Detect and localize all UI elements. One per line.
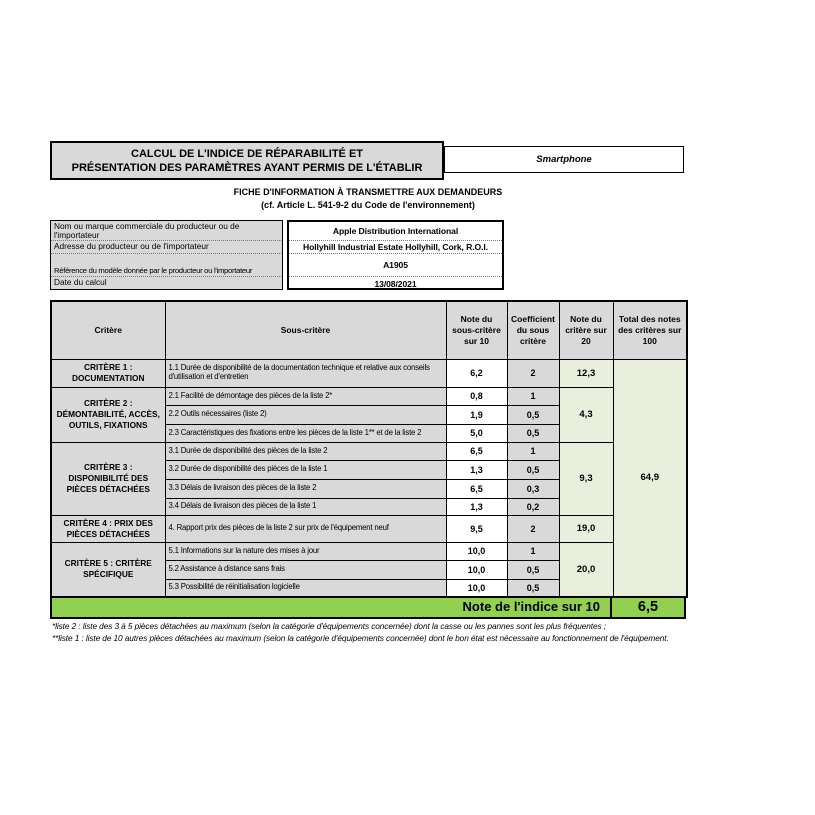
footnote-liste2: *liste 2 : liste des 3 à 5 pièces détachées au maximum (selon la catégorie d'équipements concernée) dont la casse ou les pannes sont les plus fréquentes ;: [52, 621, 606, 631]
info-label-calc-date: Date du calcul: [54, 277, 107, 287]
coefficient-value: 0,5: [507, 560, 559, 579]
subcriterion-label: 3.2 Durée de disponibilité des pièces de la liste 1: [165, 460, 446, 479]
info-value-producer-name: Apple Distribution International: [289, 222, 502, 241]
final-score-row: [50, 596, 686, 619]
subcriterion-label: 2.1 Facilité de démontage des pièces de la liste 2*: [165, 387, 446, 405]
producer-info-values: [287, 220, 504, 290]
table-row: [51, 387, 687, 405]
note10-value: 0,8: [446, 387, 507, 405]
subcriterion-label: 5.1 Informations sur la nature des mises à jour: [165, 542, 446, 560]
note10-value: 6,5: [446, 442, 507, 460]
coefficient-value: 0,3: [507, 479, 559, 498]
note10-value: 10,0: [446, 560, 507, 579]
note10-value: 1,9: [446, 405, 507, 424]
document-title-line2: PRÉSENTATION DES PARAMÈTRES AYANT PERMIS DE L'ÉTABLIR: [71, 161, 423, 174]
criteria-table: [50, 300, 688, 598]
criterion-3-cell: CRITÈRE 3 : DISPONIBILITÉ DES PIÈCES DÉTACHÉES: [51, 442, 165, 515]
subcriterion-label: 3.4 Délais de livraison des pièces de la liste 1: [165, 498, 446, 515]
note10-value: 6,5: [446, 479, 507, 498]
table-row: [51, 542, 687, 560]
coefficient-value: 0,5: [507, 424, 559, 442]
subcriterion-label: 2.2 Outils nécessaires (liste 2): [165, 405, 446, 424]
coefficient-value: 1: [507, 442, 559, 460]
note20-value: 20,0: [559, 542, 613, 597]
total100-value: 64,9: [613, 359, 687, 597]
coefficient-value: 1: [507, 542, 559, 560]
table-row: [51, 515, 687, 542]
note10-value: 9,5: [446, 515, 507, 542]
coefficient-value: 2: [507, 359, 559, 387]
final-score-value: 6,5: [637, 599, 659, 615]
table-row: [51, 359, 687, 387]
note10-value: 10,0: [446, 542, 507, 560]
document-title-box: [50, 141, 444, 180]
subcriterion-label: 5.2 Assistance à distance sans frais: [165, 560, 446, 579]
subcriterion-label: 3.1 Durée de disponibilité des pièces de la liste 2: [165, 442, 446, 460]
subcriterion-label: 3.3 Délais de livraison des pièces de la liste 2: [165, 479, 446, 498]
criterion-4-cell: CRITÈRE 4 : PRIX DES PIÈCES DÉTACHÉES: [51, 515, 165, 542]
header-sub-criterion: Sous-critère: [165, 301, 446, 359]
subtitle-line2: (cf. Article L. 541-9-2 du Code de l'environnement): [261, 200, 475, 210]
product-category-label: Smartphone: [536, 154, 592, 165]
header-note20: Note du critère sur 20: [559, 301, 613, 359]
coefficient-value: 1: [507, 387, 559, 405]
criterion-5-cell: CRITÈRE 5 : CRITÈRE SPÉCIFIQUE: [51, 542, 165, 597]
coefficient-value: 0,5: [507, 579, 559, 597]
note10-value: 5,0: [446, 424, 507, 442]
subcriterion-label: 4. Rapport prix des pièces de la liste 2 sur prix de l'équipement neuf: [165, 515, 446, 542]
info-value-producer-address: Hollyhill Industrial Estate Hollyhill, Cork, R.O.I.: [289, 241, 502, 254]
note20-value: 12,3: [559, 359, 613, 387]
footnote-liste1: **liste 1 : liste de 10 autres pièces détachées au maximum (selon la catégorie d'équipements concernée) dont le bon état est nécessaire au fonctionnement de l'équipement.: [52, 633, 669, 643]
note10-value: 1,3: [446, 460, 507, 479]
note10-value: 1,3: [446, 498, 507, 515]
criterion-2-cell: CRITÈRE 2 : DÉMONTABILITÉ, ACCÈS, OUTILS, FIXATIONS: [51, 387, 165, 442]
criterion-1-cell: CRITÈRE 1 : DOCUMENTATION: [51, 359, 165, 387]
producer-info-labels: [50, 220, 283, 290]
note10-value: 10,0: [446, 579, 507, 597]
coefficient-value: 0,5: [507, 405, 559, 424]
coefficient-value: 0,5: [507, 460, 559, 479]
subcriterion-label: 5.3 Possibilité de réinitialisation logicielle: [165, 579, 446, 597]
header-note10: Note du sous-critère sur 10: [446, 301, 507, 359]
note20-value: 9,3: [559, 442, 613, 515]
info-label-producer-name: Nom ou marque commerciale du producteur ou de l'importateur: [51, 221, 282, 241]
table-row: [51, 442, 687, 460]
product-category-box: [444, 146, 684, 173]
note10-value: 6,2: [446, 359, 507, 387]
subtitle-line1: FICHE D'INFORMATION À TRANSMETTRE AUX DEMANDEURS: [233, 187, 503, 197]
document-title-line1: CALCUL DE L'INDICE DE RÉPARABILITÉ ET: [131, 147, 363, 160]
info-value-calc-date: 13/08/2021: [374, 278, 417, 289]
subcriterion-label: 2.3 Caractéristiques des fixations entre les pièces de la liste 1** et de la liste 2: [165, 424, 446, 442]
subcriterion-label: 1.1 Durée de disponibilité de la documentation technique et relative aux conseils d'utilisation et d'entretien: [165, 359, 446, 387]
note20-value: 19,0: [559, 515, 613, 542]
header-criterion: Critère: [51, 301, 165, 359]
info-value-model-reference: A1905: [289, 254, 502, 277]
final-score-label: Note de l'indice sur 10: [52, 598, 612, 617]
info-label-producer-address: Adresse du producteur ou de l'importateur: [51, 241, 282, 254]
note20-value: 4,3: [559, 387, 613, 442]
header-total100: Total des notes des critères sur 100: [613, 301, 687, 359]
coefficient-value: 0,2: [507, 498, 559, 515]
coefficient-value: 2: [507, 515, 559, 542]
header-coefficient: Coefficient du sous critère: [507, 301, 559, 359]
info-label-model-reference: Référence du modèle donnée par le producteur ou l'importateur: [51, 254, 282, 277]
